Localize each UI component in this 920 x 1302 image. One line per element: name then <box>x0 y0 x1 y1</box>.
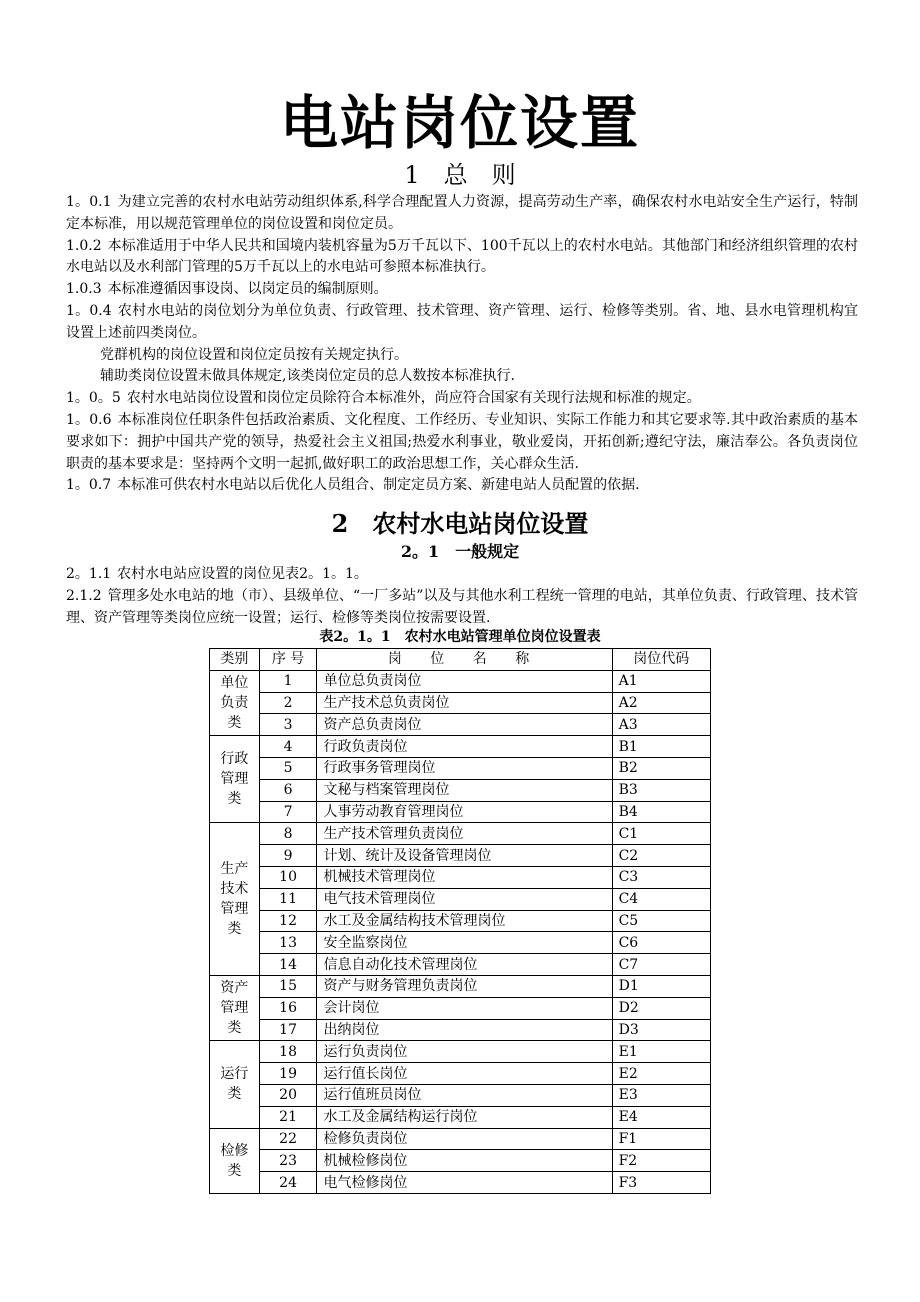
clause-text: 管理多处水电站的地（市）、县级单位、“一厂多站”以及与其他水利工程统一管理的电站，其单位负责、行政管理、技术管理、资产管理等类岗位应统一设置；运行、检修等类岗位按需要设置. <box>66 587 858 626</box>
number-cell: 16 <box>259 997 317 1019</box>
category-cell: 运行类 <box>210 1041 260 1128</box>
position-name-cell: 行政事务管理岗位 <box>317 757 612 779</box>
position-name-cell: 安全监察岗位 <box>317 932 612 954</box>
position-code-cell: D1 <box>612 975 710 997</box>
paragraph <box>66 564 858 586</box>
header-category: 类别 <box>210 649 260 671</box>
position-code-cell: E4 <box>612 1106 710 1128</box>
paragraph <box>66 345 858 367</box>
position-code-cell: C6 <box>612 932 710 954</box>
table-caption: 表2。1。1 农村水电站管理单位岗位设置表 <box>319 629 601 645</box>
position-name-cell: 运行值班员岗位 <box>317 1084 612 1106</box>
number-cell: 13 <box>259 932 317 954</box>
table-row <box>210 954 711 976</box>
number-cell: 4 <box>259 736 317 758</box>
clause-number: 1.0.3 <box>66 281 102 298</box>
clause-text: 农村水电站的岗位划分为单位负责、行政管理、技术管理、资产管理、运行、检修等类别。省、地、县水电管理机构宜设置上述前四类岗位。 <box>66 302 859 341</box>
paragraph <box>66 366 858 388</box>
table-row <box>210 975 711 997</box>
position-name-cell: 人事劳动教育管理岗位 <box>317 801 612 823</box>
clause-number: 2.1.2 <box>66 587 102 604</box>
number-cell: 17 <box>259 1019 317 1041</box>
clause-number: 2。1.1 <box>66 566 112 582</box>
number-cell: 2 <box>259 692 317 714</box>
position-code-cell: A2 <box>612 692 710 714</box>
clause-text: 本标准适用于中华人民共和国境内装机容量为5万千瓦以下、100千瓦以上的农村水电站。其他部门和经济组织管理的农村水电站以及水利部门管理的5万千瓦以上的水电站可参照本标准执行。 <box>66 237 858 276</box>
clause-text: 本标准可供农村水电站以后优化人员组合、制定定员方案、新建电站人员配置的依据. <box>117 477 640 494</box>
table-row <box>210 997 711 1019</box>
clause-text: 党群机构的岗位设置和岗位定员按有关规定执行。 <box>100 346 408 363</box>
position-code-cell: C2 <box>612 845 710 867</box>
position-name-cell: 生产技术管理负责岗位 <box>317 823 612 845</box>
header-position-name: 岗 位 名 称 <box>317 649 612 671</box>
subsection-2-1-heading: 2。1 一般规定 <box>400 542 520 561</box>
clause-number: 1。0.1 <box>66 194 112 210</box>
paragraph <box>66 279 858 301</box>
number-cell: 9 <box>259 845 317 867</box>
position-name-cell: 机械检修岗位 <box>317 1150 612 1172</box>
position-code-cell: F3 <box>612 1172 710 1194</box>
number-cell: 3 <box>259 714 317 736</box>
document-title: 电站岗位设置 <box>279 89 640 157</box>
table-row <box>210 1150 711 1172</box>
clause-text: 农村水电站岗位设置和岗位定员除符合本标准外，尚应符合国家有关现行法规和标准的规定。 <box>126 390 701 407</box>
table-row <box>210 1128 711 1150</box>
position-code-cell: C4 <box>612 888 710 910</box>
position-name-cell: 电气检修岗位 <box>317 1172 612 1194</box>
category-cell: 资产管理类 <box>210 975 260 1040</box>
position-code-cell: B2 <box>612 757 710 779</box>
position-name-cell: 文秘与档案管理岗位 <box>317 779 612 801</box>
table-row <box>210 670 711 692</box>
number-cell: 1 <box>259 670 317 692</box>
table-row <box>210 823 711 845</box>
section-1-heading: 1 总 则 <box>404 161 516 189</box>
table-row <box>210 888 711 910</box>
position-name-cell: 资产总负责岗位 <box>317 714 612 736</box>
number-cell: 18 <box>259 1041 317 1063</box>
number-cell: 19 <box>259 1063 317 1085</box>
table-row <box>210 714 711 736</box>
position-code-cell: B1 <box>612 736 710 758</box>
clause-number: 1。0.4 <box>66 302 112 319</box>
category-cell: 行政管理类 <box>210 736 260 823</box>
paragraph <box>66 192 858 236</box>
position-name-cell: 运行值长岗位 <box>317 1063 612 1085</box>
position-code-cell: C7 <box>612 954 710 976</box>
table-row <box>210 866 711 888</box>
clause-text: 为建立完善的农村水电站劳动组织体系,科学合理配置人力资源，提高劳动生产率，确保农村水电站安全生产运行，特制定本标准，用以规范管理单位的岗位设置和岗位定员。 <box>66 194 859 232</box>
number-cell: 21 <box>259 1106 317 1128</box>
clause-text: 农村水电站应设置的岗位见表2。1。1。 <box>117 566 368 582</box>
position-code-cell: C3 <box>612 866 710 888</box>
position-code-cell: E2 <box>612 1063 710 1085</box>
position-code-cell: C5 <box>612 910 710 932</box>
table-row <box>210 736 711 758</box>
position-code-cell: C1 <box>612 823 710 845</box>
number-cell: 23 <box>259 1150 317 1172</box>
table-row <box>210 1019 711 1041</box>
position-code-cell: B3 <box>612 779 710 801</box>
clause-number: 1.0.2 <box>66 237 102 254</box>
table-row <box>210 1041 711 1063</box>
section-1-body <box>66 192 858 497</box>
table-row <box>210 1106 711 1128</box>
number-cell: 6 <box>259 779 317 801</box>
number-cell: 10 <box>259 866 317 888</box>
position-table <box>209 648 711 1194</box>
table-row <box>210 779 711 801</box>
position-name-cell: 水工及金属结构运行岗位 <box>317 1106 612 1128</box>
category-cell: 检修类 <box>210 1128 260 1193</box>
header-number: 序 号 <box>259 649 317 671</box>
number-cell: 8 <box>259 823 317 845</box>
category-cell: 生产技术管理类 <box>210 823 260 976</box>
paragraph <box>66 301 858 345</box>
table-header-row <box>210 649 711 671</box>
clause-number: 1。0.7 <box>66 477 112 494</box>
position-code-cell: A3 <box>612 714 710 736</box>
position-name-cell: 电气技术管理岗位 <box>317 888 612 910</box>
paragraph <box>66 475 858 497</box>
number-cell: 5 <box>259 757 317 779</box>
header-position-code: 岗位代码 <box>612 649 710 671</box>
number-cell: 11 <box>259 888 317 910</box>
position-code-cell: D3 <box>612 1019 710 1041</box>
paragraph <box>66 586 858 630</box>
position-code-cell: F2 <box>612 1150 710 1172</box>
position-code-cell: F1 <box>612 1128 710 1150</box>
section-2-heading: 2 农村水电站岗位设置 <box>331 509 589 538</box>
position-name-cell: 计划、统计及设备管理岗位 <box>317 845 612 867</box>
number-cell: 24 <box>259 1172 317 1194</box>
table-row <box>210 1063 711 1085</box>
position-name-cell: 行政负责岗位 <box>317 736 612 758</box>
table-row <box>210 692 711 714</box>
position-code-cell: E3 <box>612 1084 710 1106</box>
table-row <box>210 1172 711 1194</box>
clause-text: 本标准岗位任职条件包括政治素质、文化程度、工作经历、专业知识、实际工作能力和其它要求等.其中政治素质的基本要求如下：拥护中国共产党的领导，热爱社会主义祖国;热爱水利事业，敬业爱岗，开拓创新;遵纪守法，廉洁奉公。各负责岗位职责的基本要求是：坚持两个文明一起抓,做好职工的政治思想工作，关心群众生活. <box>66 411 859 472</box>
paragraph <box>66 410 858 475</box>
position-name-cell: 出纳岗位 <box>317 1019 612 1041</box>
position-code-cell: B4 <box>612 801 710 823</box>
table-row <box>210 1084 711 1106</box>
clause-number: 1。0.6 <box>66 411 112 428</box>
position-name-cell: 信息自动化技术管理岗位 <box>317 954 612 976</box>
position-name-cell: 检修负责岗位 <box>317 1128 612 1150</box>
number-cell: 14 <box>259 954 317 976</box>
category-cell: 单位负责类 <box>210 670 260 735</box>
position-name-cell: 单位总负责岗位 <box>317 670 612 692</box>
number-cell: 7 <box>259 801 317 823</box>
paragraph <box>66 236 858 280</box>
table-row <box>210 845 711 867</box>
position-code-cell: E1 <box>612 1041 710 1063</box>
clause-text: 本标准遵循因事设岗、以岗定员的编制原则。 <box>107 281 388 298</box>
position-name-cell: 运行负责岗位 <box>317 1041 612 1063</box>
position-name-cell: 会计岗位 <box>317 997 612 1019</box>
section-2-body <box>66 564 858 629</box>
number-cell: 15 <box>259 975 317 997</box>
number-cell: 20 <box>259 1084 317 1106</box>
table-row <box>210 757 711 779</box>
clause-number: 1。0。5 <box>66 390 121 407</box>
table-row <box>210 910 711 932</box>
position-code-cell: A1 <box>612 670 710 692</box>
position-name-cell: 水工及金属结构技术管理岗位 <box>317 910 612 932</box>
number-cell: 22 <box>259 1128 317 1150</box>
position-name-cell: 机械技术管理岗位 <box>317 866 612 888</box>
table-row <box>210 932 711 954</box>
clause-text: 辅助类岗位设置未做具体规定,该类岗位定员的总人数按本标准执行. <box>100 368 515 385</box>
table-row <box>210 801 711 823</box>
position-code-cell: D2 <box>612 997 710 1019</box>
position-name-cell: 资产与财务管理负责岗位 <box>317 975 612 997</box>
paragraph <box>66 388 858 410</box>
number-cell: 12 <box>259 910 317 932</box>
position-name-cell: 生产技术总负责岗位 <box>317 692 612 714</box>
